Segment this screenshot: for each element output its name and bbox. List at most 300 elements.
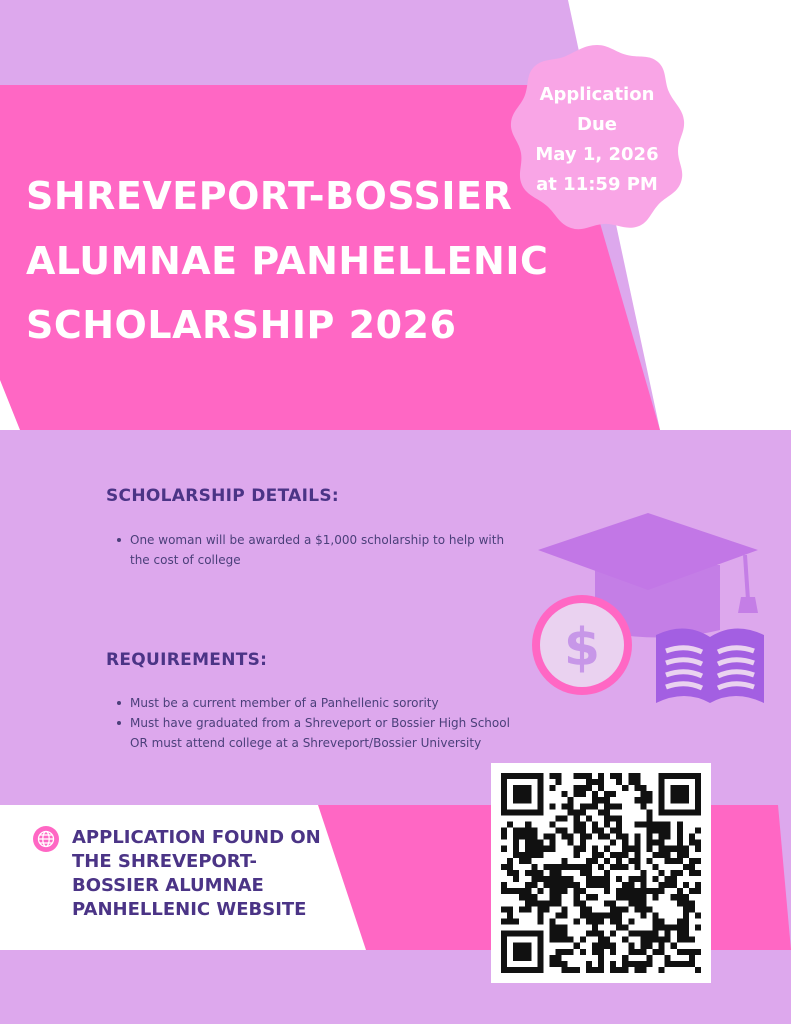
qr-module (531, 809, 537, 815)
qr-module (695, 828, 701, 834)
qr-module (513, 852, 519, 858)
qr-module (604, 815, 610, 821)
qr-module (640, 791, 646, 797)
qr-code-card[interactable] (491, 763, 711, 983)
qr-module (677, 828, 683, 834)
qr-module (683, 961, 689, 967)
qr-module (525, 840, 531, 846)
qr-module (549, 773, 555, 779)
qr-module (519, 943, 525, 949)
qr-module (543, 876, 549, 882)
qr-module (537, 773, 543, 779)
qr-module (659, 828, 665, 834)
qr-module (628, 894, 634, 900)
qr-module (592, 949, 598, 955)
qr-module (616, 803, 622, 809)
qr-module (604, 803, 610, 809)
qr-module (677, 888, 683, 894)
qr-module (671, 882, 677, 888)
qr-module (537, 852, 543, 858)
cta-line-3: BOSSIER ALUMNAE (72, 875, 264, 896)
qr-module (622, 888, 628, 894)
qr-module (513, 840, 519, 846)
qr-module (628, 961, 634, 967)
qr-module (513, 785, 519, 791)
qr-module (592, 943, 598, 949)
qr-module (580, 906, 586, 912)
badge-line-3: May 1, 2026 (535, 144, 659, 165)
qr-module (537, 803, 543, 809)
qr-module (513, 931, 519, 937)
qr-module (568, 937, 574, 943)
qr-module (574, 918, 580, 924)
qr-module (683, 906, 689, 912)
qr-module (634, 906, 640, 912)
qr-module (689, 834, 695, 840)
qr-module (604, 900, 610, 906)
qr-module (640, 870, 646, 876)
qr-module (659, 773, 665, 779)
qr-module (531, 967, 537, 973)
dollar-sign: $ (563, 618, 601, 678)
qr-module (556, 779, 562, 785)
qr-module (683, 900, 689, 906)
qr-module (501, 834, 507, 840)
qr-module (507, 888, 513, 894)
qr-module (562, 791, 568, 797)
qr-module (556, 815, 562, 821)
qr-module (671, 876, 677, 882)
qr-module (683, 852, 689, 858)
qr-module (519, 828, 525, 834)
qr-module (519, 797, 525, 803)
qr-module (653, 931, 659, 937)
qr-module (665, 846, 671, 852)
qr-module (616, 852, 622, 858)
qr-module (543, 846, 549, 852)
qr-module (695, 888, 701, 894)
qr-module (689, 858, 695, 864)
qr-module (653, 912, 659, 918)
qr-module (598, 773, 604, 779)
qr-module (622, 846, 628, 852)
qr-module (695, 809, 701, 815)
qr-module (610, 912, 616, 918)
qr-module (562, 864, 568, 870)
badge-line-2: Due (577, 114, 617, 135)
qr-module (592, 882, 598, 888)
qr-module (525, 870, 531, 876)
qr-module (665, 876, 671, 882)
qr-module (634, 961, 640, 967)
qr-module (659, 846, 665, 852)
qr-module (622, 852, 628, 858)
qr-module (531, 882, 537, 888)
qr-module (683, 864, 689, 870)
qr-module (513, 943, 519, 949)
qr-module (640, 906, 646, 912)
qr-module (616, 828, 622, 834)
qr-module (549, 785, 555, 791)
qr-module (513, 773, 519, 779)
qr-module (622, 840, 628, 846)
qr-module (634, 864, 640, 870)
qr-module (695, 912, 701, 918)
qr-module (537, 791, 543, 797)
qr-module (677, 773, 683, 779)
qr-module (610, 852, 616, 858)
qr-module (592, 852, 598, 858)
qr-module (537, 870, 543, 876)
qr-module (556, 937, 562, 943)
qr-module (689, 906, 695, 912)
qr-module (683, 949, 689, 955)
qr-module (659, 821, 665, 827)
qr-module (683, 809, 689, 815)
qr-module (671, 925, 677, 931)
qr-module (634, 797, 640, 803)
qr-module (646, 888, 652, 894)
qr-module (640, 967, 646, 973)
badge-line-4: at 11:59 PM (536, 174, 658, 195)
qr-module (665, 852, 671, 858)
qr-module (586, 779, 592, 785)
qr-module (616, 912, 622, 918)
qr-module (562, 967, 568, 973)
qr-module (646, 828, 652, 834)
qr-module (531, 834, 537, 840)
qr-module (592, 918, 598, 924)
qr-module (646, 821, 652, 827)
qr-module (598, 785, 604, 791)
qr-module (610, 918, 616, 924)
qr-module (531, 870, 537, 876)
qr-module (689, 888, 695, 894)
qr-module (562, 925, 568, 931)
qr-module (580, 803, 586, 809)
qr-module (671, 870, 677, 876)
qr-module (543, 864, 549, 870)
qr-module (501, 864, 507, 870)
qr-module (580, 870, 586, 876)
qr-module (580, 828, 586, 834)
qr-module (531, 894, 537, 900)
qr-module (598, 809, 604, 815)
qr-module (586, 773, 592, 779)
qr-module (634, 779, 640, 785)
qr-module (604, 809, 610, 815)
qr-module (616, 821, 622, 827)
cta-line-1: APPLICATION FOUND ON (72, 827, 321, 848)
qr-module (683, 894, 689, 900)
qr-module (653, 876, 659, 882)
qr-module (580, 937, 586, 943)
qr-module (677, 834, 683, 840)
qr-module (537, 943, 543, 949)
qr-module (549, 864, 555, 870)
qr-module (519, 931, 525, 937)
qr-module (519, 834, 525, 840)
qr-module (592, 967, 598, 973)
qr-module (665, 773, 671, 779)
qr-module (507, 773, 513, 779)
qr-module (604, 791, 610, 797)
qr-module (689, 773, 695, 779)
qr-module (598, 967, 604, 973)
qr-module (556, 955, 562, 961)
qr-module (549, 931, 555, 937)
qr-module (640, 797, 646, 803)
qr-module (616, 773, 622, 779)
qr-module (501, 931, 507, 937)
qr-module (513, 834, 519, 840)
qr-module (665, 925, 671, 931)
qr-module (610, 906, 616, 912)
qr-module (677, 925, 683, 931)
qr-module (580, 846, 586, 852)
qr-module (634, 876, 640, 882)
qr-module (677, 900, 683, 906)
qr-module (671, 961, 677, 967)
qr-module (646, 809, 652, 815)
qr-module (683, 912, 689, 918)
qr-module (604, 943, 610, 949)
qr-module (665, 821, 671, 827)
qr-module (513, 949, 519, 955)
qr-module (683, 785, 689, 791)
qr-module (683, 931, 689, 937)
qr-module (616, 906, 622, 912)
qr-module (580, 840, 586, 846)
qr-module (574, 815, 580, 821)
qr-module (634, 894, 640, 900)
qr-module (646, 815, 652, 821)
qr-module (568, 797, 574, 803)
qr-module (616, 894, 622, 900)
qr-module (501, 797, 507, 803)
qr-module (586, 906, 592, 912)
qr-module (543, 906, 549, 912)
qr-module (695, 779, 701, 785)
qr-module (501, 809, 507, 815)
qr-module (665, 828, 671, 834)
qr-module (556, 900, 562, 906)
qr-module (525, 791, 531, 797)
qr-module (501, 955, 507, 961)
qr-module (525, 900, 531, 906)
qr-module (592, 931, 598, 937)
qr-module (580, 773, 586, 779)
qr-module (695, 870, 701, 876)
qr-module (568, 876, 574, 882)
qr-module (628, 773, 634, 779)
qr-module (677, 870, 683, 876)
qr-module (659, 882, 665, 888)
qr-module (689, 900, 695, 906)
qr-module (689, 864, 695, 870)
qr-module (646, 834, 652, 840)
qr-module (677, 937, 683, 943)
qr-module (659, 943, 665, 949)
qr-module (592, 828, 598, 834)
qr-module (525, 834, 531, 840)
qr-module (659, 949, 665, 955)
qr-module (646, 797, 652, 803)
qr-module (628, 931, 634, 937)
qr-module (525, 943, 531, 949)
qr-module (598, 937, 604, 943)
qr-module (634, 840, 640, 846)
qr-module (549, 937, 555, 943)
qr-module (695, 858, 701, 864)
qr-module (659, 785, 665, 791)
qr-module (556, 882, 562, 888)
qr-module (622, 937, 628, 943)
qr-module (525, 967, 531, 973)
qr-module (501, 803, 507, 809)
qr-module (507, 870, 513, 876)
qr-module (677, 858, 683, 864)
qr-module (568, 864, 574, 870)
qr-module (507, 821, 513, 827)
qr-module (586, 931, 592, 937)
badge-line-1: Application (539, 84, 655, 105)
qr-module (525, 955, 531, 961)
qr-module (689, 840, 695, 846)
qr-module (537, 912, 543, 918)
qr-module (598, 943, 604, 949)
qr-module (586, 858, 592, 864)
qr-module (592, 925, 598, 931)
qr-module (610, 949, 616, 955)
qr-module (677, 894, 683, 900)
qr-module (568, 882, 574, 888)
qr-module (646, 937, 652, 943)
qr-module (689, 949, 695, 955)
qr-module (586, 785, 592, 791)
qr-module (574, 967, 580, 973)
qr-module (568, 840, 574, 846)
qr-module (677, 931, 683, 937)
qr-module (640, 888, 646, 894)
qr-module (610, 773, 616, 779)
qr-module (556, 931, 562, 937)
qr-module (640, 912, 646, 918)
qr-module (622, 925, 628, 931)
qr-module (622, 967, 628, 973)
qr-module (671, 846, 677, 852)
qr-module (525, 894, 531, 900)
qr-module (549, 882, 555, 888)
qr-module (537, 900, 543, 906)
qr-module (695, 773, 701, 779)
requirement-bullet: Must have graduated from a Shreveport or Bossier High School OR must attend college at a Shreveport/Bossier University (130, 713, 525, 753)
qr-module (598, 797, 604, 803)
qr-module (568, 834, 574, 840)
qr-module (598, 864, 604, 870)
qr-code[interactable] (501, 773, 701, 973)
qr-module (549, 840, 555, 846)
qr-module (562, 888, 568, 894)
qr-module (671, 791, 677, 797)
qr-module (622, 961, 628, 967)
qr-module (543, 900, 549, 906)
qr-module (610, 815, 616, 821)
qr-module (695, 882, 701, 888)
qr-module (628, 882, 634, 888)
qr-module (616, 888, 622, 894)
qr-module (507, 967, 513, 973)
qr-module (525, 797, 531, 803)
qr-module (549, 821, 555, 827)
qr-module (634, 785, 640, 791)
graduation-cap-coin-book-icon (530, 505, 775, 710)
qr-module (659, 840, 665, 846)
qr-module (695, 925, 701, 931)
qr-module (628, 900, 634, 906)
qr-module (525, 931, 531, 937)
qr-module (616, 858, 622, 864)
qr-module (549, 846, 555, 852)
qr-module (525, 821, 531, 827)
qr-module (568, 949, 574, 955)
qr-module (592, 821, 598, 827)
qr-module (549, 870, 555, 876)
qr-module (519, 888, 525, 894)
qr-module (519, 906, 525, 912)
qr-module (653, 821, 659, 827)
qr-module (665, 955, 671, 961)
qr-module (592, 846, 598, 852)
qr-module (592, 876, 598, 882)
qr-module (568, 809, 574, 815)
qr-module (513, 918, 519, 924)
qr-module (501, 773, 507, 779)
qr-module (659, 834, 665, 840)
book-left-page (656, 628, 710, 703)
qr-module (671, 809, 677, 815)
qr-module (677, 840, 683, 846)
qr-module (622, 834, 628, 840)
qr-module (531, 900, 537, 906)
qr-module (653, 949, 659, 955)
qr-module (610, 864, 616, 870)
qr-module (537, 779, 543, 785)
qr-module (634, 900, 640, 906)
qr-module (531, 773, 537, 779)
qr-module (574, 821, 580, 827)
qr-module (562, 949, 568, 955)
requirements-list (130, 693, 525, 753)
qr-module (543, 882, 549, 888)
qr-module (519, 852, 525, 858)
qr-module (634, 888, 640, 894)
qr-module (622, 785, 628, 791)
qr-module (556, 912, 562, 918)
qr-module (549, 894, 555, 900)
qr-module (562, 882, 568, 888)
qr-module (513, 876, 519, 882)
qr-module (501, 779, 507, 785)
qr-module (501, 828, 507, 834)
qr-module (543, 834, 549, 840)
qr-module (604, 797, 610, 803)
qr-module (671, 858, 677, 864)
qr-module (665, 809, 671, 815)
qr-module (683, 882, 689, 888)
qr-module (683, 846, 689, 852)
qr-module (592, 803, 598, 809)
